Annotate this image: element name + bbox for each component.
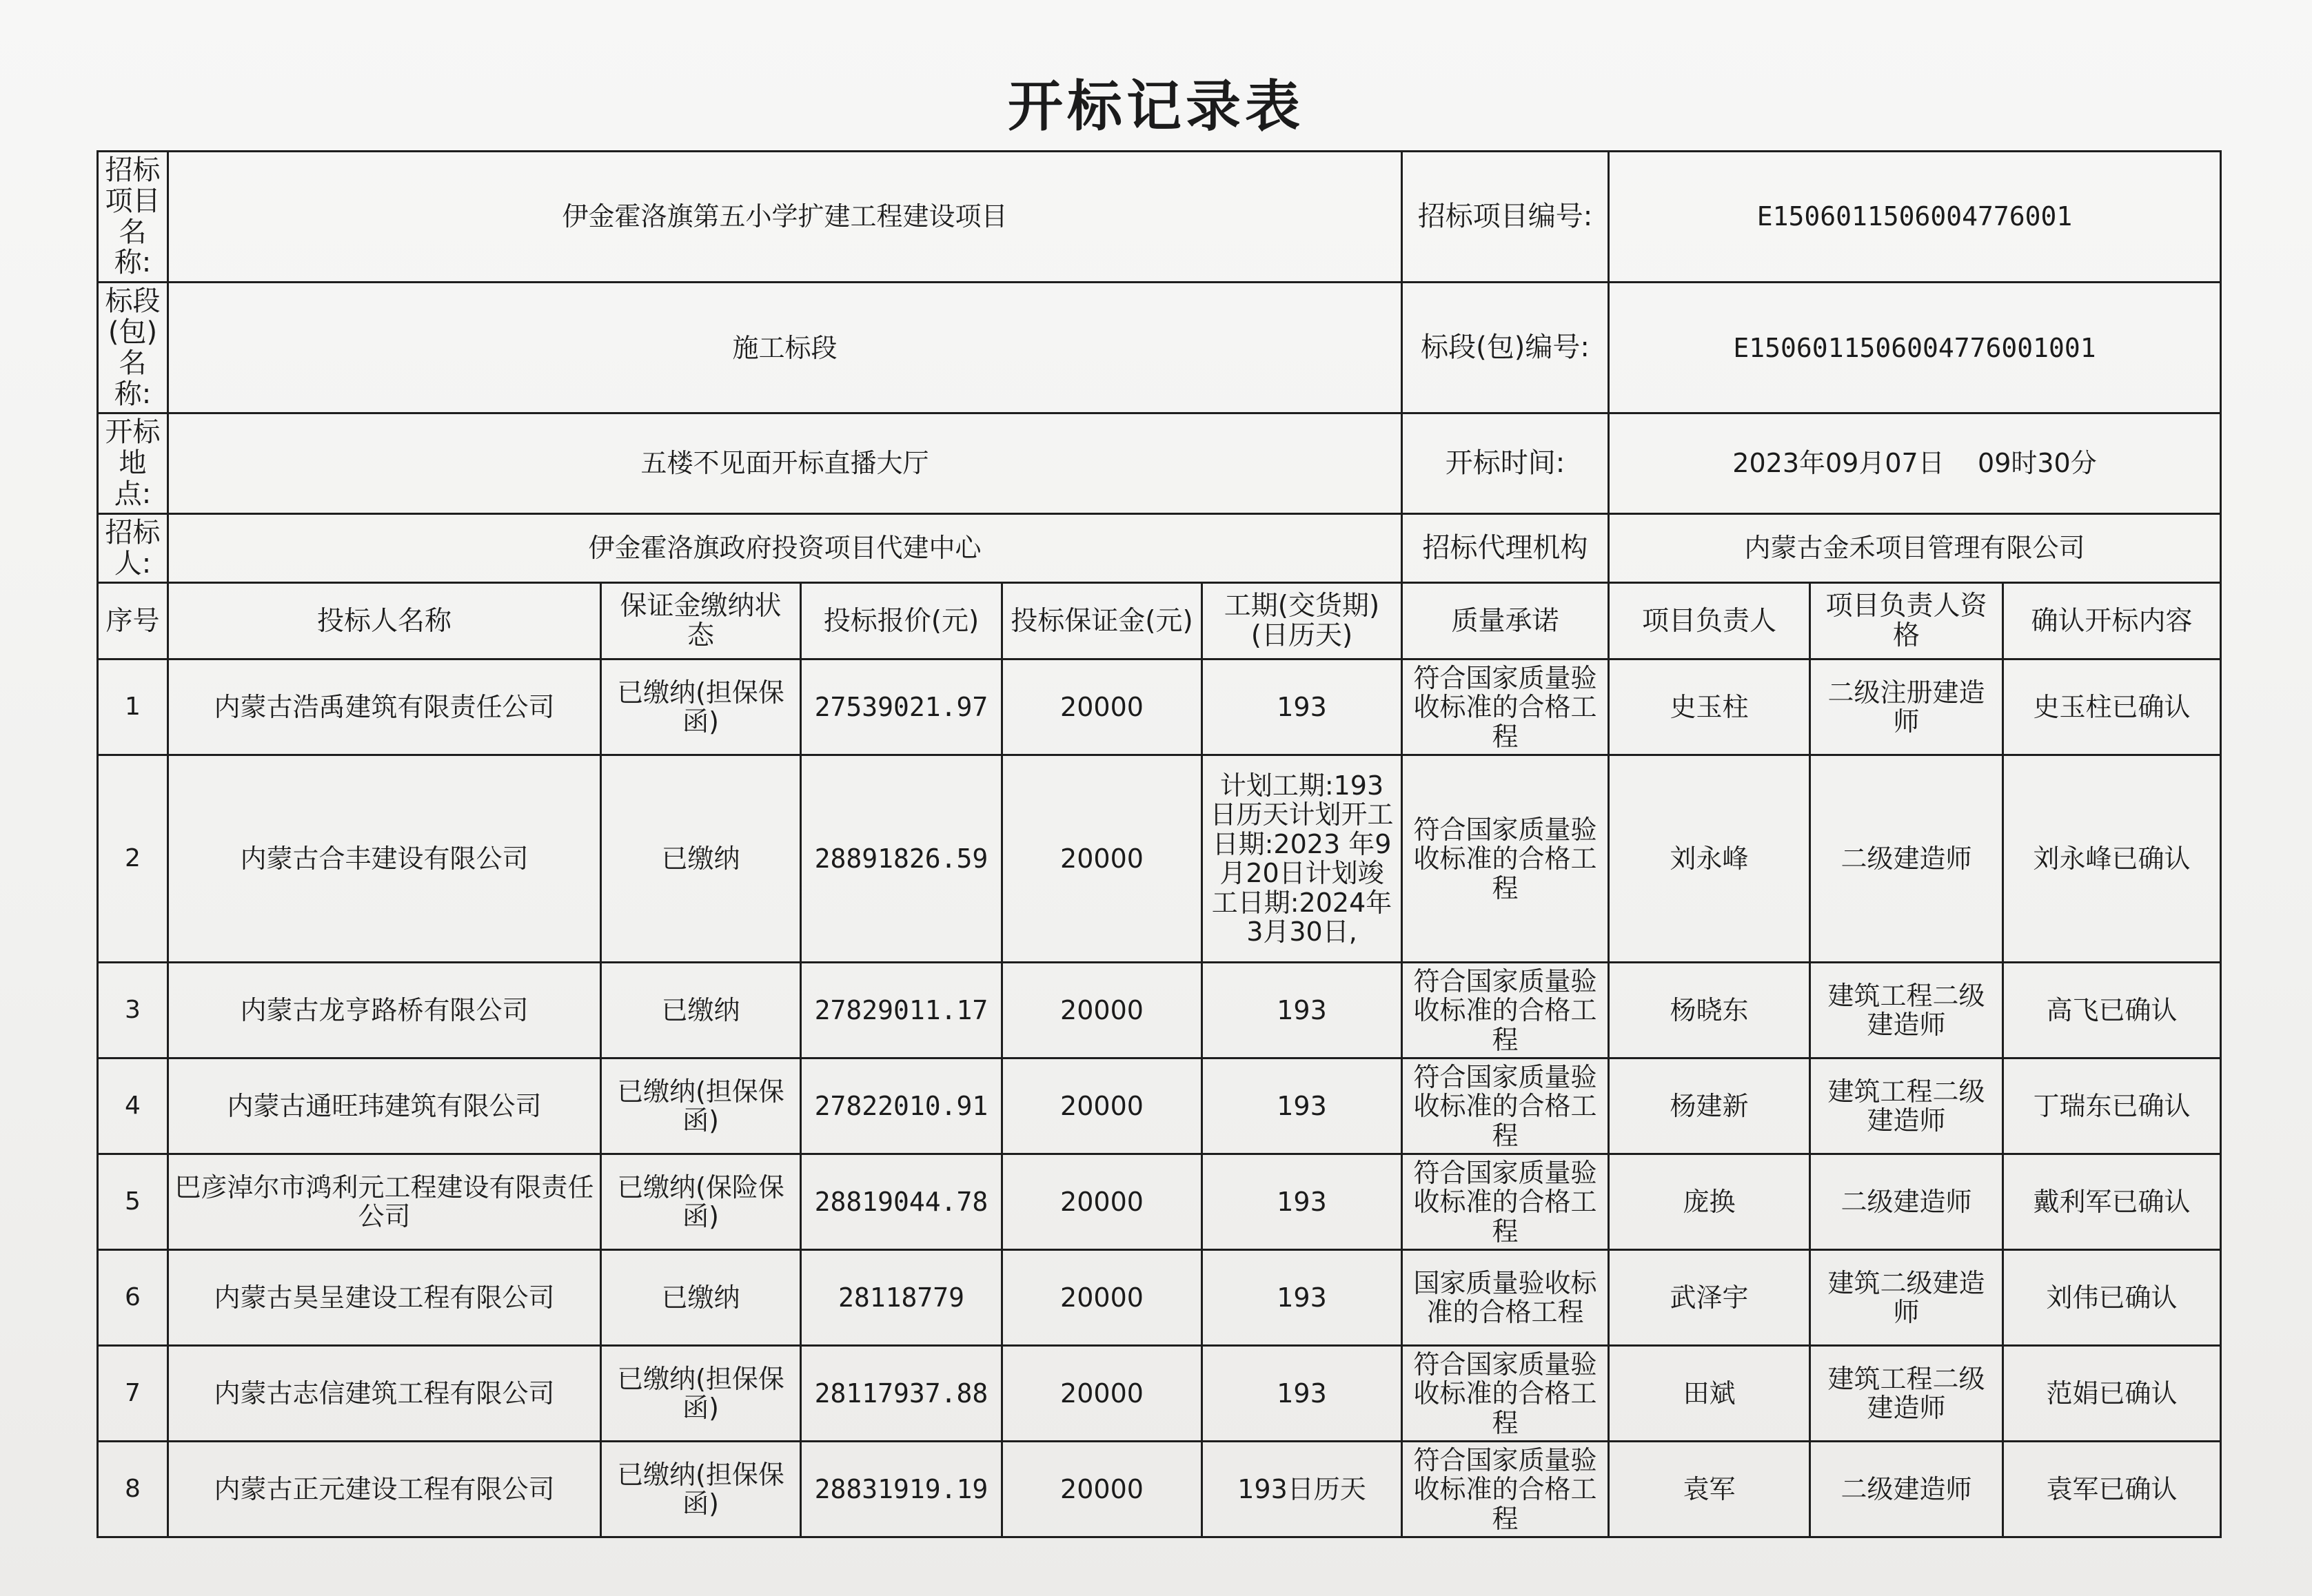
- bid-price: 28831919.19: [801, 1442, 1002, 1537]
- bidder-name: 内蒙古正元建设工程有限公司: [168, 1442, 601, 1537]
- table-row: [98, 1346, 2221, 1442]
- confirmation: 史玉柱已确认: [2003, 659, 2221, 755]
- bid-duration: 193: [1202, 1346, 1402, 1442]
- agency-label: 招标代理机构: [1402, 513, 1609, 583]
- bid-price: 27822010.91: [801, 1058, 1002, 1154]
- manager-qualification: 二级建造师: [1810, 755, 2003, 963]
- header-manager-qualification: 项目负责人资格: [1810, 583, 2003, 659]
- quality-commitment: 符合国家质量验收标准的合格工程: [1402, 755, 1609, 963]
- manager-qualification: 建筑工程二级建造师: [1810, 1058, 2003, 1154]
- info-row-location: [98, 413, 2221, 513]
- project-manager: 杨晓东: [1609, 963, 1810, 1058]
- bidder-name: 内蒙古通旺玮建筑有限公司: [168, 1058, 601, 1154]
- project-name-value: 伊金霍洛旗第五小学扩建工程建设项目: [168, 152, 1402, 283]
- bid-seq: 4: [98, 1058, 168, 1154]
- info-row-tenderer: [98, 513, 2221, 583]
- quality-commitment: 国家质量验收标准的合格工程: [1402, 1250, 1609, 1346]
- bidder-name: 内蒙古合丰建设有限公司: [168, 755, 601, 963]
- quality-commitment: 符合国家质量验收标准的合格工程: [1402, 963, 1609, 1058]
- bid-duration: 193: [1202, 1058, 1402, 1154]
- tenderer-label: 招标人:: [98, 513, 168, 583]
- bid-deposit: 20000: [1002, 1058, 1202, 1154]
- bid-seq: 1: [98, 659, 168, 755]
- header-quality: 质量承诺: [1402, 583, 1609, 659]
- project-name-label: 招标项目名称:: [98, 152, 168, 283]
- header-manager: 项目负责人: [1609, 583, 1810, 659]
- table-row: [98, 755, 2221, 963]
- bidder-name: 内蒙古昊呈建设工程有限公司: [168, 1250, 601, 1346]
- bid-deposit: 20000: [1002, 755, 1202, 963]
- bid-price: 28891826.59: [801, 755, 1002, 963]
- header-bid-deposit: 投标保证金(元): [1002, 583, 1202, 659]
- project-manager: 田斌: [1609, 1346, 1810, 1442]
- header-bid-price: 投标报价(元): [801, 583, 1002, 659]
- table-row: [98, 1058, 2221, 1154]
- bid-deposit: 20000: [1002, 1250, 1202, 1346]
- bid-seq: 3: [98, 963, 168, 1058]
- header-seq: 序号: [98, 583, 168, 659]
- deposit-status: 已缴纳: [601, 1250, 801, 1346]
- manager-qualification: 建筑工程二级建造师: [1810, 1346, 2003, 1442]
- confirmation: 刘永峰已确认: [2003, 755, 2221, 963]
- confirmation: 戴利军已确认: [2003, 1154, 2221, 1250]
- bidder-name: 内蒙古龙亨路桥有限公司: [168, 963, 601, 1058]
- bid-deposit: 20000: [1002, 1442, 1202, 1537]
- tenderer-value: 伊金霍洛旗政府投资项目代建中心: [168, 513, 1402, 583]
- bid-duration: 193: [1202, 1154, 1402, 1250]
- bid-duration: 193: [1202, 963, 1402, 1058]
- table-row: [98, 963, 2221, 1058]
- header-deposit-status: 保证金缴纳状态: [601, 583, 801, 659]
- manager-qualification: 二级注册建造师: [1810, 659, 2003, 755]
- info-row-section: [98, 283, 2221, 413]
- project-manager: 庞换: [1609, 1154, 1810, 1250]
- quality-commitment: 符合国家质量验收标准的合格工程: [1402, 1058, 1609, 1154]
- bidder-name: 巴彦淖尔市鸿利元工程建设有限责任公司: [168, 1154, 601, 1250]
- deposit-status: 已缴纳(担保保函): [601, 1346, 801, 1442]
- bid-duration: 193: [1202, 1250, 1402, 1346]
- quality-commitment: 符合国家质量验收标准的合格工程: [1402, 1346, 1609, 1442]
- bid-price: 28118779: [801, 1250, 1002, 1346]
- project-code-label: 招标项目编号:: [1402, 152, 1609, 283]
- bid-price: 28819044.78: [801, 1154, 1002, 1250]
- quality-commitment: 符合国家质量验收标准的合格工程: [1402, 1154, 1609, 1250]
- manager-qualification: 建筑工程二级建造师: [1810, 963, 2003, 1058]
- bid-seq: 5: [98, 1154, 168, 1250]
- bid-deposit: 20000: [1002, 963, 1202, 1058]
- header-duration: 工期(交货期)(日历天): [1202, 583, 1402, 659]
- manager-qualification: 二级建造师: [1810, 1154, 2003, 1250]
- deposit-status: 已缴纳(担保保函): [601, 659, 801, 755]
- agency-value: 内蒙古金禾项目管理有限公司: [1609, 513, 2221, 583]
- deposit-status: 已缴纳: [601, 755, 801, 963]
- quality-commitment: 符合国家质量验收标准的合格工程: [1402, 1442, 1609, 1537]
- deposit-status: 已缴纳(担保保函): [601, 1442, 801, 1537]
- table-header-row: [98, 583, 2221, 659]
- table-row: [98, 659, 2221, 755]
- bid-opening-record-table: [97, 150, 2222, 1538]
- bid-deposit: 20000: [1002, 1346, 1202, 1442]
- project-manager: 袁军: [1609, 1442, 1810, 1537]
- project-code-value: E1506011506004776001: [1609, 152, 2221, 283]
- table-row: [98, 1154, 2221, 1250]
- time-value: 2023年09月07日 09时30分: [1609, 413, 2221, 513]
- bidder-name: 内蒙古志信建筑工程有限公司: [168, 1346, 601, 1442]
- header-confirm: 确认开标内容: [2003, 583, 2221, 659]
- manager-qualification: 二级建造师: [1810, 1442, 2003, 1537]
- quality-commitment: 符合国家质量验收标准的合格工程: [1402, 659, 1609, 755]
- bid-deposit: 20000: [1002, 1154, 1202, 1250]
- deposit-status: 已缴纳: [601, 963, 801, 1058]
- deposit-status: 已缴纳(担保保函): [601, 1058, 801, 1154]
- table-row: [98, 1250, 2221, 1346]
- deposit-status: 已缴纳(保险保函): [601, 1154, 801, 1250]
- confirmation: 刘伟已确认: [2003, 1250, 2221, 1346]
- info-row-project: [98, 152, 2221, 283]
- project-manager: 史玉柱: [1609, 659, 1810, 755]
- section-code-label: 标段(包)编号:: [1402, 283, 1609, 413]
- confirmation: 高飞已确认: [2003, 963, 2221, 1058]
- confirmation: 丁瑞东已确认: [2003, 1058, 2221, 1154]
- bid-duration: 193: [1202, 659, 1402, 755]
- bid-deposit: 20000: [1002, 659, 1202, 755]
- confirmation: 范娟已确认: [2003, 1346, 2221, 1442]
- bid-seq: 7: [98, 1346, 168, 1442]
- bid-seq: 2: [98, 755, 168, 963]
- project-manager: 杨建新: [1609, 1058, 1810, 1154]
- bid-duration: 计划工期:193日历天计划开工日期:2023 年9月20日计划竣工日期:2024年3月30日,: [1202, 755, 1402, 963]
- bidder-name: 内蒙古浩禹建筑有限责任公司: [168, 659, 601, 755]
- bid-seq: 6: [98, 1250, 168, 1346]
- location-label: 开标地点:: [98, 413, 168, 513]
- section-name-value: 施工标段: [168, 283, 1402, 413]
- project-manager: 刘永峰: [1609, 755, 1810, 963]
- bid-seq: 8: [98, 1442, 168, 1537]
- manager-qualification: 建筑二级建造师: [1810, 1250, 2003, 1346]
- location-value: 五楼不见面开标直播大厅: [168, 413, 1402, 513]
- project-manager: 武泽宇: [1609, 1250, 1810, 1346]
- bid-price: 27829011.17: [801, 963, 1002, 1058]
- confirmation: 袁军已确认: [2003, 1442, 2221, 1537]
- bid-price: 27539021.97: [801, 659, 1002, 755]
- table-row: [98, 1442, 2221, 1537]
- bid-duration: 193日历天: [1202, 1442, 1402, 1537]
- document-title: 开标记录表: [1008, 74, 1304, 139]
- time-label: 开标时间:: [1402, 413, 1609, 513]
- section-code-value: E1506011506004776001001: [1609, 283, 2221, 413]
- bid-price: 28117937.88: [801, 1346, 1002, 1442]
- header-bidder-name: 投标人名称: [168, 583, 601, 659]
- section-name-label: 标段(包)名称:: [98, 283, 168, 413]
